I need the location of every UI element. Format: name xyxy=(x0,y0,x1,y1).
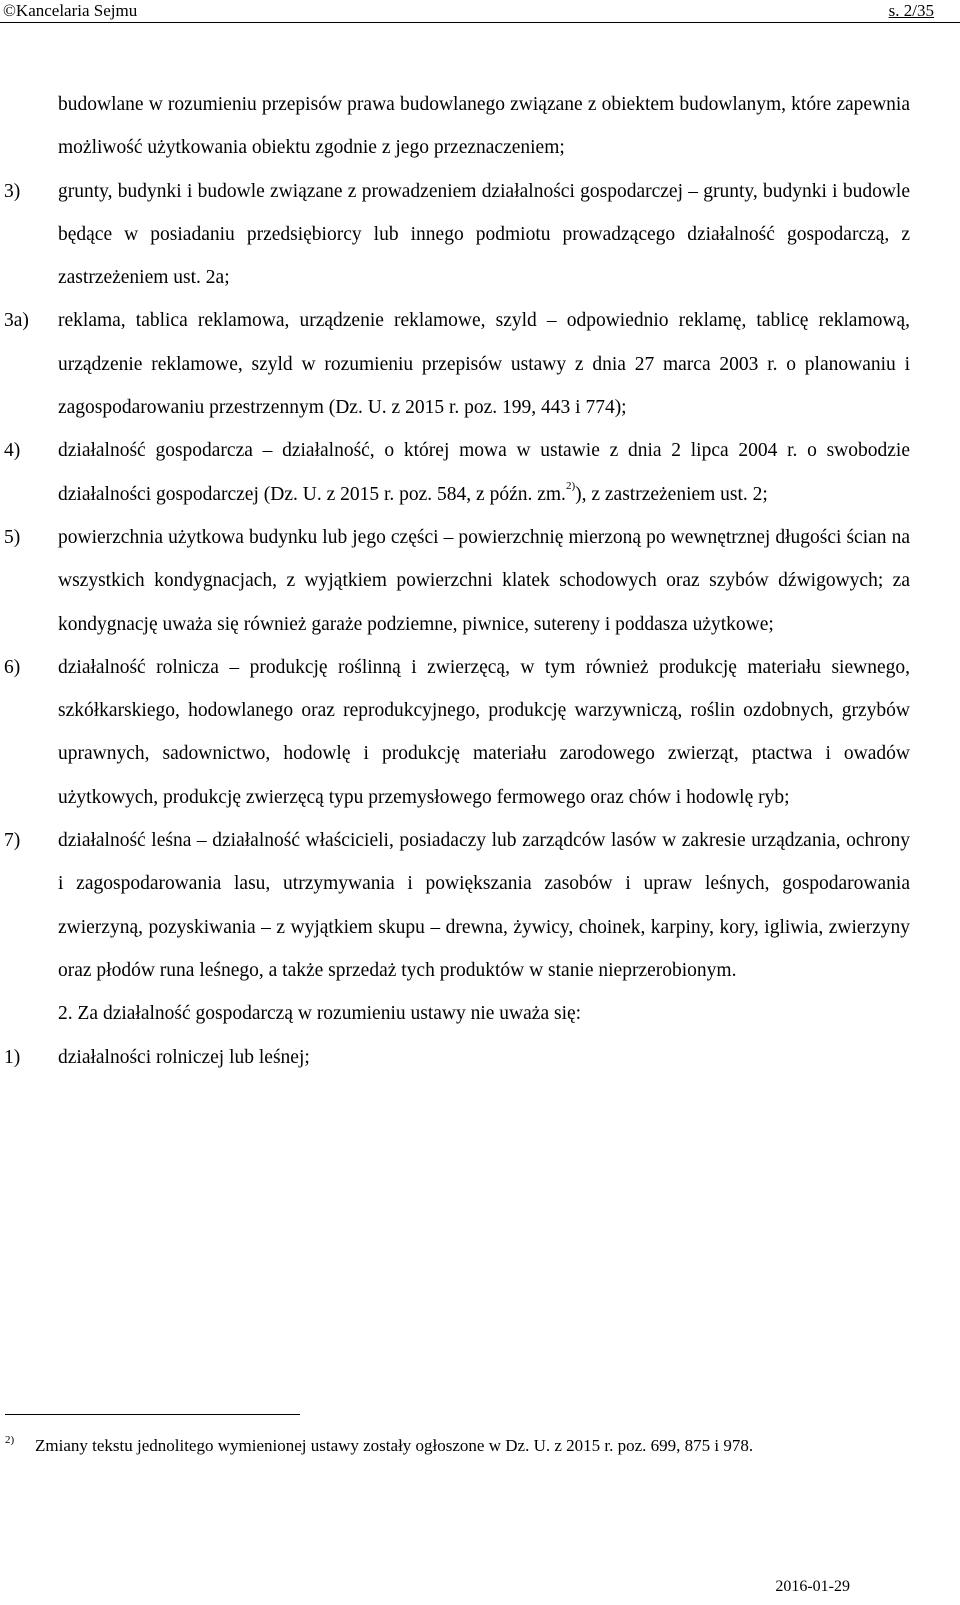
item-text: działalność rolnicza – produkcję roślinną i zwierzęcą, w tym również produkcję materiału siewnego, szkółkarskiego, hodowlanego oraz reprodukcyjnego, produkcję warzywniczą, roślin ozdobnych, grzybów uprawnych, sadownictwo, hodowlę i produkcję materiału zarodowego zwierząt, ptactwa i owadów użytkowych, produkcję zwierzęcą typu przemysłowego fermowego oraz chów i hodowlę ryb; xyxy=(58,656,910,808)
footnote-text: Zmiany tekstu jednolitego wymienionej ustawy zostały ogłoszone w Dz. U. z 2015 r. poz. 699, 875 i 978. xyxy=(35,1436,754,1455)
intro-paragraph: budowlane w rozumieniu przepisów prawa budowlanego związane z obiektem budowlanym, które zapewnia możliwość użytkowania obiektu zgodnie z jego przeznaczeniem; xyxy=(58,94,910,159)
item-text: działalność leśna – działalność właścicieli, posiadaczy lub zarządców lasów w zakresie urządzania, ochrony i zagospodarowania lasu, utrzymywania i powiększania zasobów i upraw leśnych, gospodarowania zwierzyną, pozyskiwania – z wyjątkiem skupu – drewna, żywicy, choinek, karpiny, kory, igliwia, zwierzyny oraz płodów runa leśnego, a także sprzedaż tych produktów w stanie nieprzerobionym. xyxy=(58,830,910,981)
list-item-3 xyxy=(0,170,910,300)
page-number-link[interactable]: s. 2/35 xyxy=(888,1,934,20)
item-number: 4) xyxy=(4,440,21,462)
page-footer-date: 2016-01-29 xyxy=(775,1578,850,1595)
item-text: działalność gospodarcza – działalność, o której mowa w ustawie z dnia 2 lipca 2004 r. o swobodzie działalności gospodarczej (Dz. U. z 2015 r. poz. 584, z późn. zm. xyxy=(58,440,910,505)
list-item-4 xyxy=(0,429,910,516)
list-item-6 xyxy=(0,646,910,819)
list-item-3a xyxy=(0,299,910,429)
section-2-item-1 xyxy=(0,1036,910,1079)
section-2-heading: 2. Za działalność gospodarczą w rozumieniu ustawy nie uważa się: xyxy=(58,1003,582,1025)
item-text: grunty, budynki i budowle związane z prowadzeniem działalności gospodarczej – grunty, budynki i budowle będące w posiadaniu przedsiębiorcy lub innego podmiotu prowadzącego działalność gospodarczą, z zastrzeżeniem ust. 2a; xyxy=(58,180,910,289)
item-text: powierzchnia użytkowa budynku lub jego części – powierzchnię mierzoną po wewnętrznej długości ścian na wszystkich kondygnacjach, z wyjątkiem powierzchni klatek schodowych oraz szybów dźwigowych; za kondygnację uważa się również garaże podziemne, piwnice, sutereny i poddasza użytkowe; xyxy=(58,526,910,635)
item-number: 5) xyxy=(4,526,21,548)
footnote-reference[interactable]: 2) xyxy=(565,480,576,493)
footnote xyxy=(0,1434,850,1458)
item-number: 3a) xyxy=(4,310,29,332)
page-header xyxy=(0,0,960,23)
item-number: 1) xyxy=(4,1046,21,1068)
item-text: działalności rolniczej lub leśnej; xyxy=(58,1046,310,1068)
item-number: 7) xyxy=(4,830,21,852)
copyright-label: ©Kancelaria Sejmu xyxy=(3,1,138,20)
footnote-mark: 2) xyxy=(5,1434,15,1446)
document-body xyxy=(0,83,910,1079)
list-item-5 xyxy=(0,516,910,646)
item-text: reklama, tablica reklamowa, urządzenie reklamowe, szyld – odpowiednio reklamę, tablicę reklamową, urządzenie reklamowe, szyld w rozumieniu przepisów ustawy z dnia 27 marca 2003 r. o planowaniu i zagospodarowaniu przestrzennym (Dz. U. z 2015 r. poz. 199, 443 i 774); xyxy=(58,310,910,419)
item-number: 3) xyxy=(4,180,21,202)
footnote-separator xyxy=(5,1414,300,1415)
item-text-continued: ), z zastrzeżeniem ust. 2; xyxy=(575,483,768,505)
item-number: 6) xyxy=(4,656,21,678)
list-item-7 xyxy=(0,819,910,992)
